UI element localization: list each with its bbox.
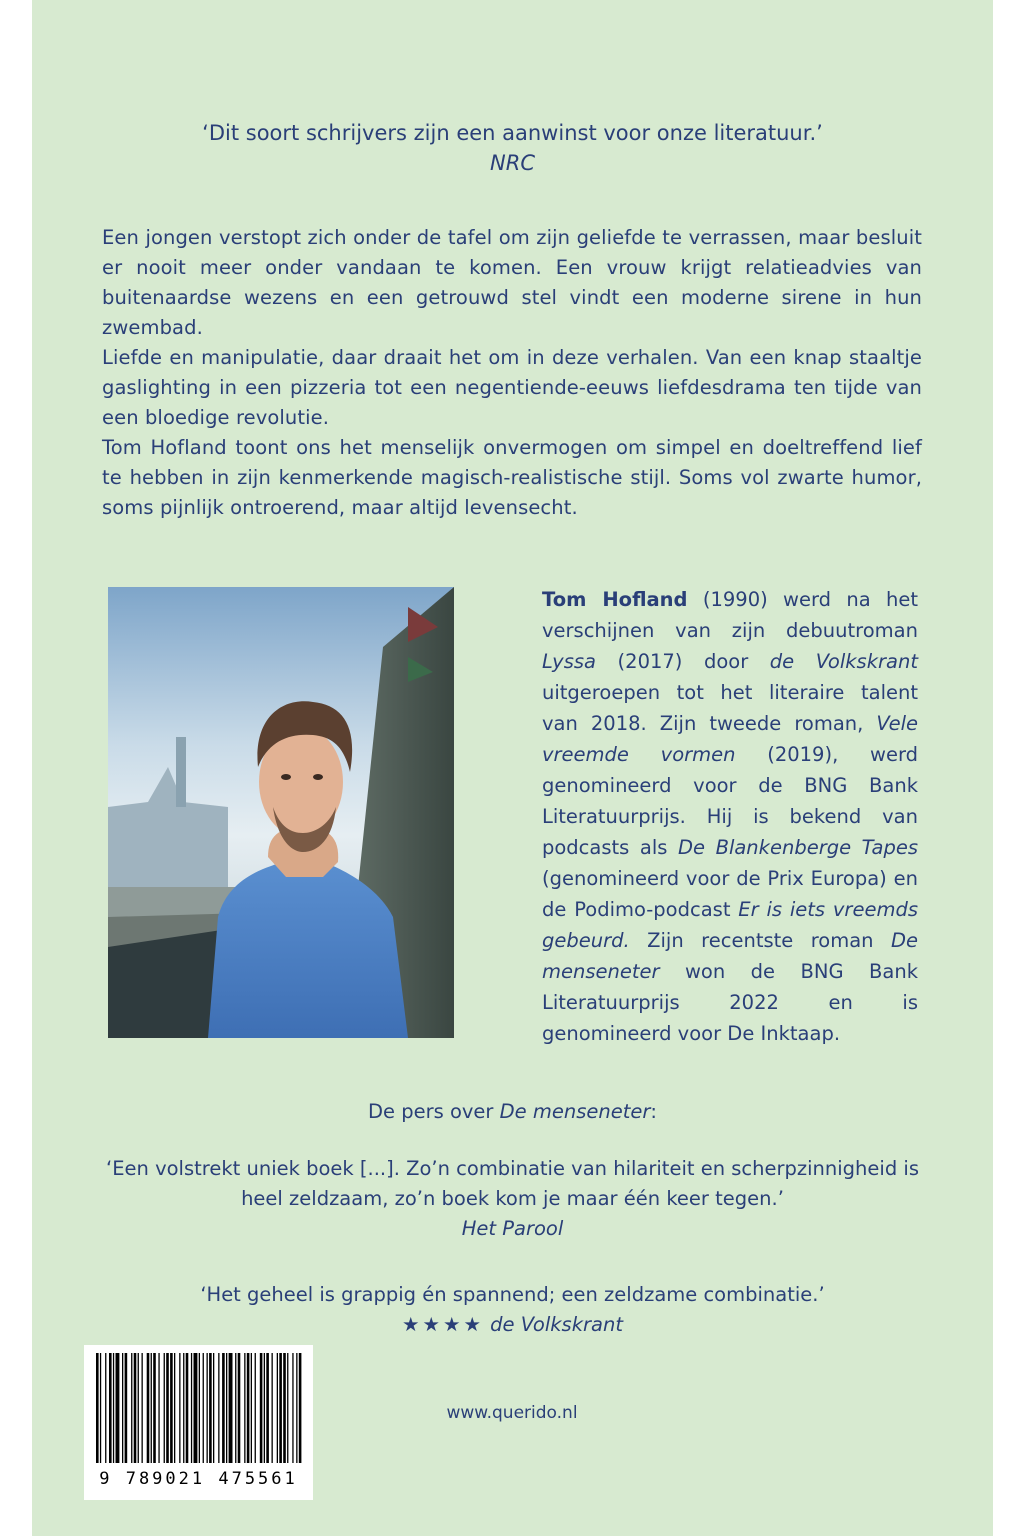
press-quote-2 bbox=[32, 1280, 993, 1340]
press-quote-1 bbox=[32, 1154, 993, 1244]
bio-text: (genomineerd voor de Prix Europa) en de Podimo-podcast bbox=[542, 867, 918, 921]
isbn-number: 9 789021 475561 bbox=[99, 1469, 298, 1489]
barcode-bars bbox=[84, 1345, 313, 1470]
press-heading-prefix: De pers over bbox=[368, 1100, 500, 1123]
book-title-de-menseneter: De menseneter bbox=[542, 929, 918, 983]
bio-text: won de BNG Bank Literatuurprijs 2022 en is genomineerd voor De Inktaap. bbox=[542, 960, 918, 1045]
press-quote-1-line-2: heel zeldzaam, zo’n boek kom je maar één keer tegen.’ bbox=[241, 1187, 784, 1210]
book-title-lyssa: Lyssa bbox=[542, 650, 596, 673]
author-photo bbox=[108, 587, 454, 1038]
author-bio bbox=[542, 584, 918, 1049]
newspaper-name: de Volkskrant bbox=[769, 650, 918, 673]
press-quote-2-attribution bbox=[32, 1310, 993, 1340]
book-title-vele-vreemde-vormen: Vele vreemde vormen bbox=[542, 712, 918, 766]
press-quote-2-text: ‘Het geheel is grappig én spannend; een zeldzame combinatie.’ bbox=[200, 1283, 825, 1306]
isbn-barcode bbox=[84, 1345, 313, 1500]
press-heading bbox=[32, 1097, 993, 1127]
press-heading-suffix: : bbox=[650, 1100, 657, 1123]
book-back-cover bbox=[32, 0, 993, 1536]
podcast-title-er-is-iets: Er is iets vreemds gebeurd. bbox=[542, 898, 918, 952]
bio-text: (2017) door bbox=[595, 650, 770, 673]
bio-text: uitgeroepen tot het literaire talent van 2018. Zijn tweede roman, bbox=[542, 681, 918, 735]
podcast-title-blankenberge: De Blankenberge Tapes bbox=[677, 836, 918, 859]
press-quote-2-source: de Volkskrant bbox=[490, 1313, 623, 1336]
blurb bbox=[102, 223, 922, 523]
blurb-paragraph-2: Liefde en manipulatie, daar draait het om in deze verhalen. Van een knap staaltje gaslighting in een pizzeria tot een negentiende-eeuws liefdesdrama ten tijde van een bloedige revolutie. bbox=[102, 346, 922, 429]
blurb-paragraph-1: Een jongen verstopt zich onder de tafel om zijn geliefde te verrassen, maar besluit er nooit meer onder vandaan te komen. Een vrouw krijgt relatieadvies van buitenaardse wezens en een getrouwd stel vindt een moderne sirene in hun zwembad. bbox=[102, 226, 922, 339]
top-quote-source: NRC bbox=[490, 151, 535, 175]
press-heading-title: De menseneter bbox=[499, 1100, 651, 1123]
bio-text: Zijn recentste roman bbox=[629, 929, 891, 952]
press-quote-1-source: Het Parool bbox=[461, 1217, 564, 1240]
bio-text: (2019), werd genomineerd voor de BNG Bank Literatuurprijs. Hij is bekend van podcasts als bbox=[542, 743, 918, 859]
author-name: Tom Hofland bbox=[542, 588, 688, 611]
blurb-paragraph-3: Tom Hofland toont ons het menselijk onvermogen om simpel en doeltreffend lief te hebben in zijn kenmerkende magisch-realistische stijl. Soms vol zwarte humor, soms pijnlijk ontroerend, maar altijd levensecht. bbox=[102, 436, 922, 519]
publisher-website[interactable]: www.querido.nl bbox=[446, 1403, 578, 1423]
bio-text: (1990) werd na het verschijnen van zijn debuutroman bbox=[542, 588, 918, 642]
press-quote-1-line-1: ‘Een volstrekt uniek boek [...]. Zo’n combinatie van hilariteit en scherpzinnigheid is bbox=[106, 1157, 919, 1180]
top-quote-text: ‘Dit soort schrijvers zijn een aanwinst voor onze literatuur.’ bbox=[202, 121, 823, 145]
star-rating-icon: ★★★★ bbox=[402, 1313, 484, 1336]
